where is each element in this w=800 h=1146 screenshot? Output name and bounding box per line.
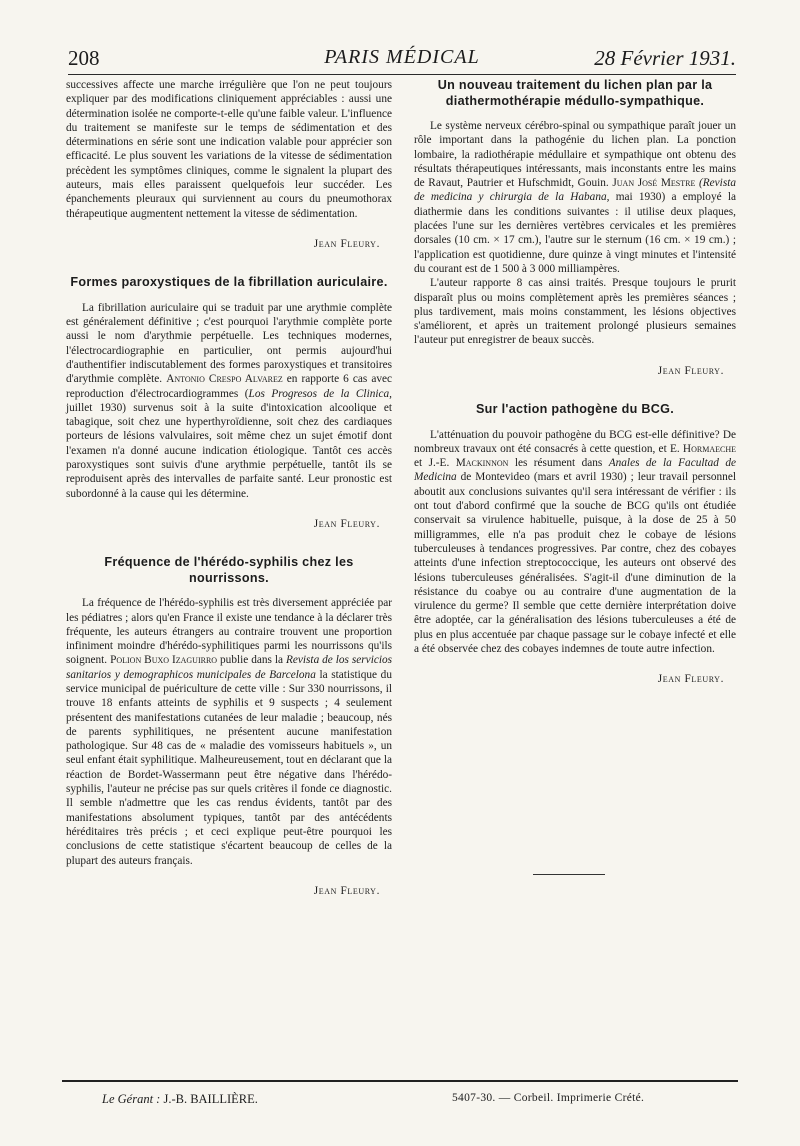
bcg-paragraph: L'atténuation du pouvoir pathogène du BCG est-elle définitive? De nombreux travaux ont été consacrés à cette question, et E. Hormaeche et J.-E. Mackinnon les résument dans Anales de la Facultad de Medicina de Montevideo (mars et avril 1930) ; leur travail personnel aboutit aux conclusions suivantes qu'il sera intéressant de vérifier : ils ont tout d'abord confirmé que la souche de BCG qu'ils ont étudiée conservait sa virulence habituelle, puisque, à la dose de 25 à 50 milligrammes, elle n'a pas produit chez le cobaye de lésions tuberculeuses à tendances progressives. Par contre, chez des cobayes atteints d'une infection streptococcique, les auteurs ont observé des lésions tuberculeuses généralisées. S'agit-il d'une diminution de la résistance du coabye ou au contraire d'une augmentation de la virulence du germe? Il semble que cette dernière interprétation doive être adoptée, car la généralisation des lésions tuberculeuses a été de plus en plus accentuée par chaque passage sur le cobaye infecté et elle a été observée chez des cobayes indemnes de toute autre infection. [414, 428, 737, 655]
journal-title: PARIS MÉDICAL [324, 46, 480, 68]
intro-paragraph: successives affecte une marche irrégulière que l'on ne peut toujours expliquer par des modifications cliniquement appréciables : aussi une détermination isolée ne comporte-t-elle qu'une faible valeur. L'influence du traitement se manifeste sur le temps de sédimentation et des déterminations en série sont une indication valable pour apprécier son efficacité. Le plus souvent les variations de la vitesse de sédimentation précèdent les symptômes cliniques, comme le signalent la plupart des auteurs, mais elles paraissent quelquefois leur succéder. Les épanchements pleuraux qui surviennent au cours du pneumothorax thérapeutique augmentent nettement la vitesse de sédimentation. [66, 79, 392, 220]
fibrillation-paragraph: La fibrillation auriculaire qui se traduit par une arythmie complète est généralement définitive ; c'est pourquoi l'arythmie complète porte aussi le nom d'arythmie perpétuelle. Les techniques modernes, l'électrocardiographie en particulier, ont permis aujourd'hui d'authentifier indiscutablement des formes paroxystiques et transitoires d'arythmie complète. Antonio Crespo Alvarez en rapporte 6 cas avec reproduction d'électrocardiogrammes (Los Progresos de la Clinica, juillet 1930) survenus soit à la suite d'intoxication alcoolique et tabagique, soit chez une hyperthyroïdienne, soit chez des cardiaques porteurs de lésions valvulaires, soit même chez un sujet émotif dont l'examen n'a donné aucune indication étiologique. Tantôt ces accès paroxystiques sont suivis d'une arythmie perpétuelle, tantôt ils se reproduisent après des intervalles de parfaite santé. Leur pronostic est subordonné à la cause qui les détermine. [66, 301, 393, 500]
journal-reference: Revista de los servicios sanitarios y demographicos municipales de Barcelona [66, 654, 393, 681]
journal-reference: (Revista de medicina y chirurgia de la Habana, [414, 177, 736, 204]
author-name: E. Hormaeche [669, 442, 736, 455]
journal-reference: Los Progresos de la Clinica, [248, 387, 392, 400]
section-title-lichen-plan: Un nouveau traitement du lichen plan par la diathermothérapie médullo-sympathique. [437, 78, 713, 108]
journal-reference: Anales de la Facultad de Medicina [414, 457, 737, 484]
intro-signature: Jean Fleury. [313, 237, 380, 250]
page-number: 208 [68, 46, 100, 70]
left-column [66, 78, 392, 898]
bcg-signature: Jean Fleury. [657, 673, 724, 686]
footer-divider [62, 1080, 738, 1082]
lichen-signature: Jean Fleury. [657, 364, 724, 377]
right-column [414, 78, 736, 687]
end-rule [533, 874, 605, 875]
author-name: Juan José Mestre [612, 177, 696, 190]
footer-gerant: Le Gérant : J.-B. BAILLIÈRE. [102, 1092, 258, 1106]
author-name: Polion Buxo Izaguirro [110, 654, 218, 667]
heredo-syphilis-signature: Jean Fleury. [313, 884, 380, 897]
author-name: Antonio Crespo Alvarez [166, 373, 283, 386]
author-name: J.-E. Mackinnon [428, 457, 509, 470]
lichen-paragraph-1: Le système nerveux cérébro-spinal ou sympathique paraît jouer un rôle important dans la pathogénie du lichen plan. La ponction lombaire, la radiothérapie médullaire et sympathique ont obtenu des résultats thérapeutiques intéressants, mais inconstants entre les mains de Ravaut, Pautrier et Hufschmidt, Gouin. Juan José Mestre (Revista de medicina y chirurgia de la Habana, mai 1930) a employé la diathermie dans les conditions suivantes : il utilise deux plaques, placées l'une sur les dernières vertèbres cervicales et les premières dorsales (10 cm. × 17 cm.), l'autre sur le sternum (16 cm. × 19 cm.) ; l'application est quotidienne, dure quinze à vingt minutes et l'intensité du courant est de 1 500 à 3 000 milliampères. [414, 120, 736, 275]
fibrillation-signature: Jean Fleury. [313, 517, 380, 530]
page-header [68, 44, 736, 75]
heredo-syphilis-paragraph: La fréquence de l'hérédo-syphilis est très diversement appréciée par les pédiatres ; alors qu'en France il existe une tendance à la déclarer très fréquente, les auteurs étrangers au contraire trouvent une proportion infiniment moindre d'hérédo-syphilitiques parmi les nourrissons qu'ils soignent. Polion Buxo Izaguirro publie dans la Revista de los servicios sanitarios y demographicos municipales de Barcelona la statistique du service municipal de puériculture de cette ville : Sur 330 nourrissons, il trouve 18 enfants atteints de syphilis et 9 suspects ; 4 seulement présentent des manifestations cutanées de leur maladie ; beaucoup, nés de parents syphilitiques, ne présentent aucune manifestation pathologique. Sur 48 cas de « maladie des vomisseurs habituels », un seul enfant était syphilitique. Malheureusement, tout en déclarant que la réaction de Bordet-Wassermann peut être négative dans l'hérédo-syphilis, l'auteur ne précise pas sur quels critères il fonde ce diagnostic. Il semble n'admettre que les cas rendus évidents, tantôt par des manifestations absolument typiques, tantôt par des antécédents héréditaires très précis ; et ceci explique peut-être pourquoi les conclusions de cette statistique s'écartent beaucoup de celles de la plupart des auteurs français. [66, 597, 393, 867]
section-title-heredo-syphilis: Fréquence de l'hérédo-syphilis chez les nourrissons. [104, 555, 354, 585]
section-title-fibrillation: Formes paroxystiques de la fibrillation auriculaire. [70, 275, 388, 290]
lichen-paragraph-2: L'auteur rapporte 8 cas ainsi traités. Presque toujours le prurit disparaît plus ou moins complètement après les premières séances ; plus tardivement, mais moins constamment, les lésions objectives s'améliorent, et après un traitement prolongé plusieurs semaines l'auteur put enregistrer de beaux succès. [414, 277, 736, 347]
section-title-bcg: Sur l'action pathogène du BCG. [475, 402, 675, 417]
footer-printer: 5407-30. — Corbeil. Imprimerie Crété. [452, 1092, 645, 1104]
issue-date: 28 Février 1931. [594, 46, 736, 70]
